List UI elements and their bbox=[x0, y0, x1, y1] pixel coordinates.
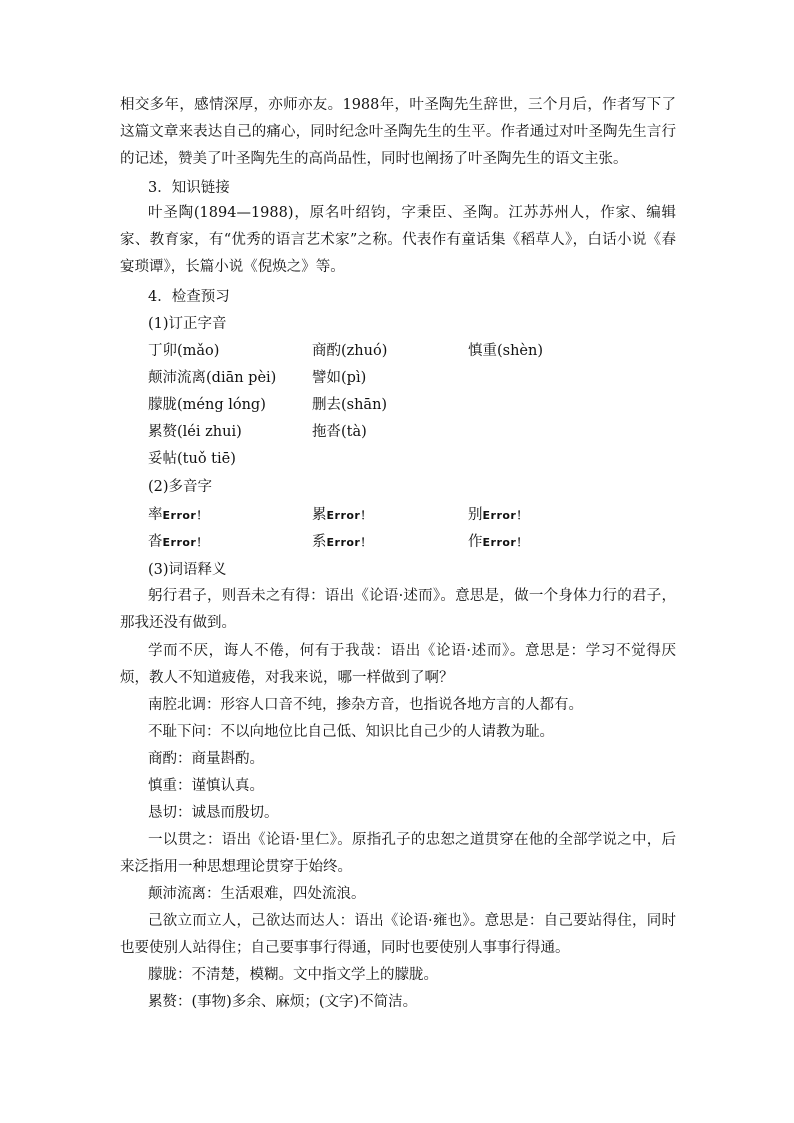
definitions-subheading: (3)词语释义 bbox=[148, 562, 227, 578]
error-field: Error！ bbox=[162, 536, 208, 549]
definition-item: 慎重：谨慎认真。 bbox=[148, 778, 264, 794]
polyphone-subheading: (2)多音字 bbox=[148, 479, 213, 495]
pronunciation-item: 删去(shān) bbox=[312, 397, 388, 413]
knowledge-link-paragraph: 叶圣陶(1894—1988)，原名叶绍钧，字秉臣、圣陶。江苏苏州人，作家、编辑家、教育家，有“优秀的语言艺术家”之称。代表作有童话集《稻草人》，白话小说《春宴琐谭》，长篇小说《倪焕之》等。 bbox=[120, 205, 676, 275]
definition-item: 不耻下问：不以向地位比自己低、知识比自己少的人请教为耻。 bbox=[148, 724, 554, 740]
polyphone-item: 累Error！ bbox=[312, 507, 372, 523]
definition-item: 一以贯之：语出《论语·里仁》。原指孔子的忠恕之道贯穿在他的全部学说之中，后来泛指用一种思想理论贯穿于始终。 bbox=[120, 832, 676, 875]
pronunciation-item: 拖沓(tà) bbox=[312, 424, 367, 440]
polyphone-item: 沓Error！ bbox=[148, 534, 208, 550]
pronunciation-item: 丁卯(mǎo) bbox=[148, 343, 220, 359]
error-field: Error！ bbox=[326, 509, 372, 522]
definition-item: 累赘：(事物)多余、麻烦；(文字)不简洁。 bbox=[148, 994, 418, 1010]
error-field: Error！ bbox=[482, 536, 528, 549]
polyphone-item: 别Error！ bbox=[468, 507, 528, 523]
polyphone-item: 作Error！ bbox=[468, 534, 528, 550]
pronunciation-item: 慎重(shèn) bbox=[468, 343, 544, 359]
polyphone-item: 系Error！ bbox=[312, 534, 372, 550]
definition-item: 躬行君子，则吾未之有得：语出《论语·述而》。意思是，做一个身体力行的君子，那我还没有做到。 bbox=[120, 588, 676, 631]
pronunciation-item: 朦胧(méng lóng) bbox=[148, 397, 266, 413]
error-field: Error！ bbox=[162, 509, 208, 522]
polyphone-item: 率Error！ bbox=[148, 507, 208, 523]
intro-paragraph: 相交多年，感情深厚，亦师亦友。1988年，叶圣陶先生辞世，三个月后，作者写下了这篇文章来表达自己的痛心，同时纪念叶圣陶先生的生平。作者通过对叶圣陶先生言行的记述，赞美了叶圣陶先生的高尚品性，同时也阐扬了叶圣陶先生的语文主张。 bbox=[120, 97, 676, 167]
section-4-heading: 4．检查预习 bbox=[148, 289, 230, 305]
definition-item: 朦胧：不清楚，模糊。文中指文学上的朦胧。 bbox=[148, 967, 438, 983]
pronunciation-item: 妥帖(tuǒ tiē) bbox=[148, 451, 236, 467]
definition-item: 颠沛流离：生活艰难，四处流浪。 bbox=[148, 886, 366, 902]
definition-item: 商酌：商量斟酌。 bbox=[148, 751, 264, 767]
definition-item: 己欲立而立人，己欲达而达人：语出《论语·雍也》。意思是：自己要站得住，同时也要使别人站得住；自己要事事行得通，同时也要使别人事事行得通。 bbox=[120, 913, 676, 956]
pronunciation-item: 商酌(zhuó) bbox=[312, 343, 388, 359]
pronunciation-item: 譬如(pì) bbox=[312, 370, 367, 386]
error-field: Error！ bbox=[326, 536, 372, 549]
pronunciation-subheading: (1)订正字音 bbox=[148, 316, 227, 332]
section-3-heading: 3．知识链接 bbox=[148, 180, 230, 196]
definition-item: 南腔北调：形容人口音不纯，掺杂方音，也指说各地方言的人都有。 bbox=[148, 697, 583, 713]
definition-item: 恳切：诚恳而殷切。 bbox=[148, 805, 279, 821]
definition-item: 学而不厌，诲人不倦，何有于我哉：语出《论语·述而》。意思是：学习不觉得厌烦，教人不知道疲倦，对我来说，哪一样做到了啊？ bbox=[120, 643, 676, 686]
pronunciation-item: 累赘(léi zhui) bbox=[148, 424, 242, 440]
error-field: Error！ bbox=[482, 509, 528, 522]
pronunciation-item: 颠沛流离(diān pèi) bbox=[148, 370, 277, 386]
